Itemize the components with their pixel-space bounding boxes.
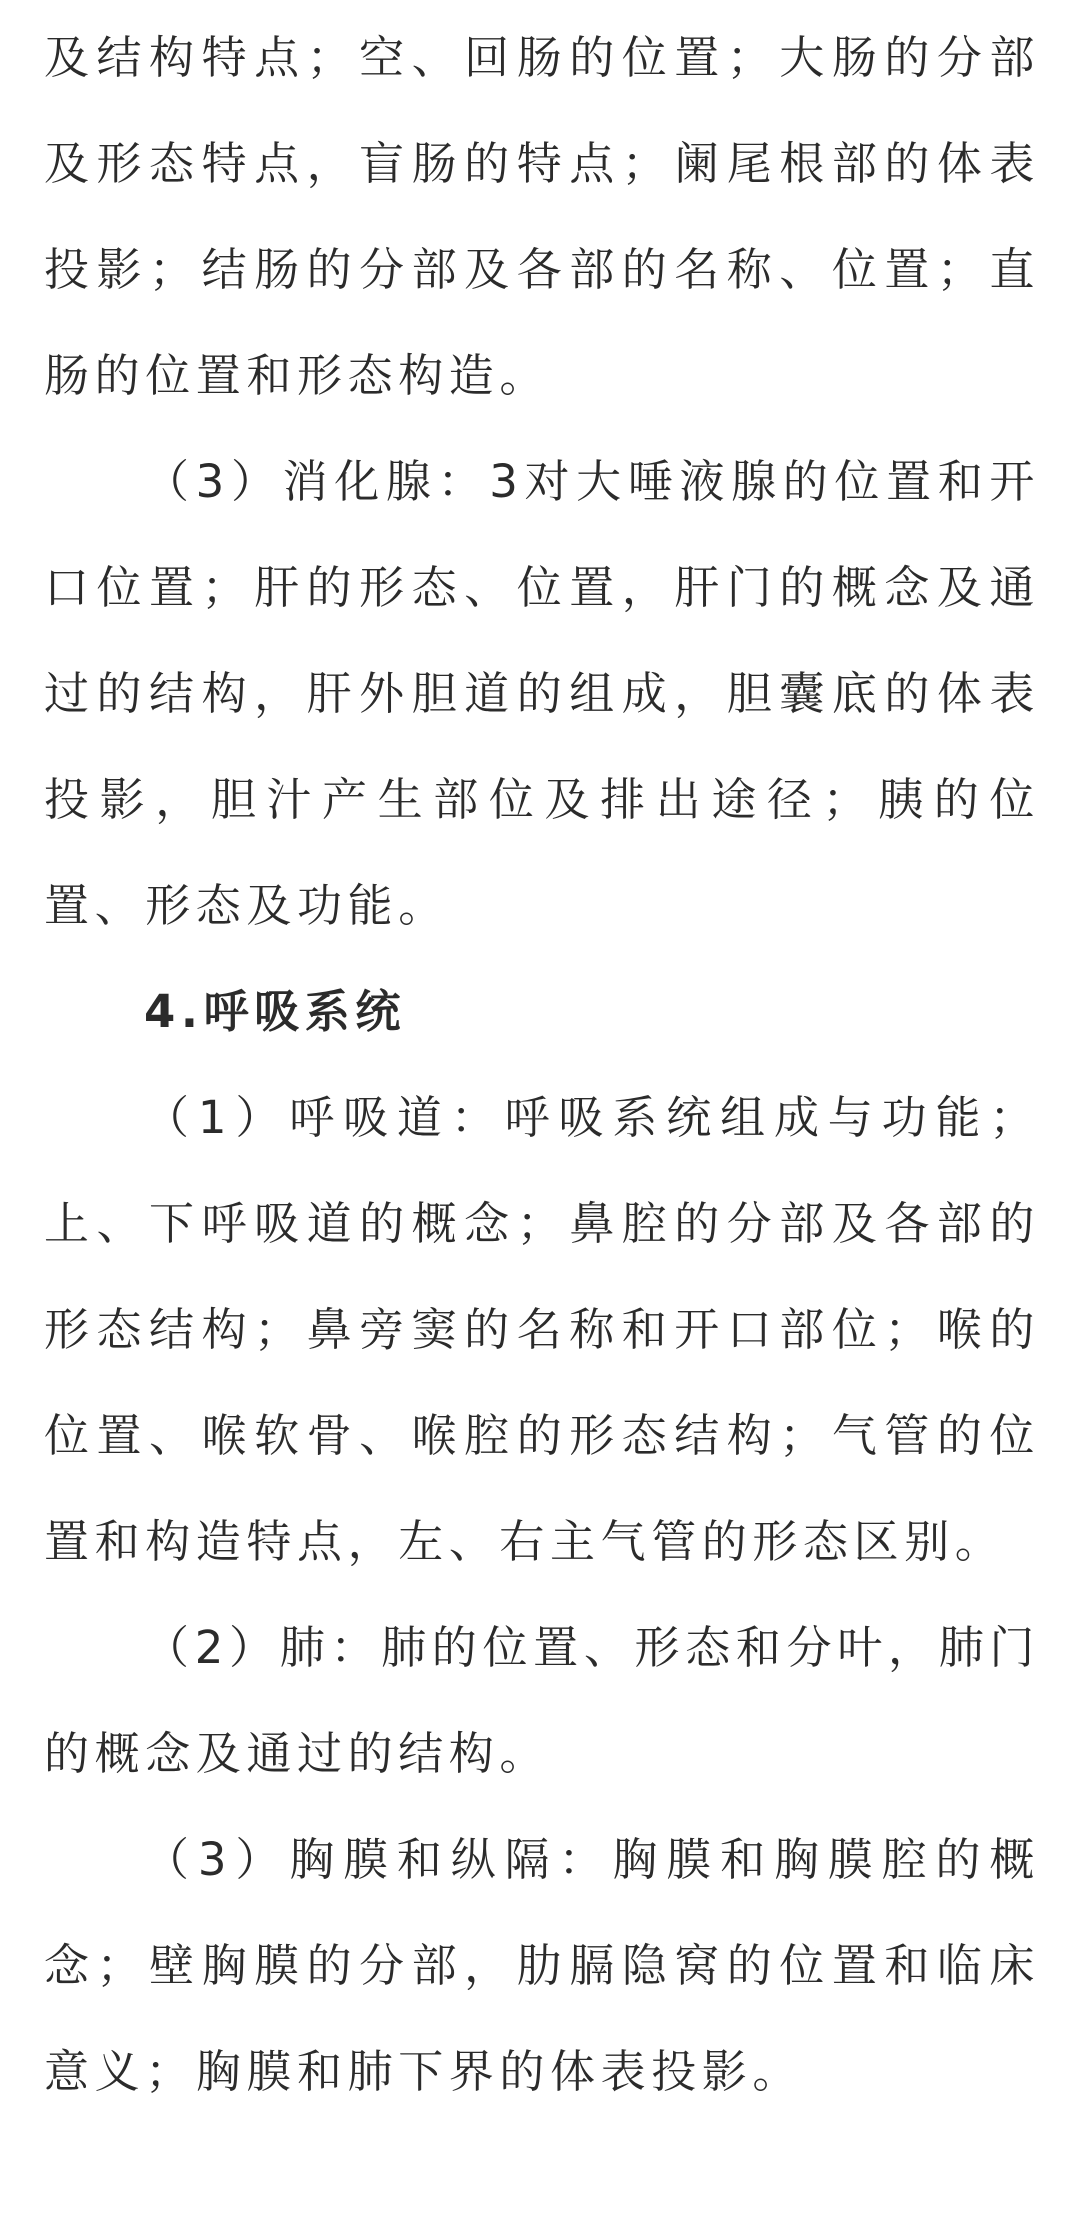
- paragraph-digestive-glands: （3）消化腺：3对大唾液腺的位置和开口位置；肝的形态、位置，肝门的概念及通过的结构，肝外胆道的组成，胆囊底的体表投影，胆汁产生部位及排出途径；胰的位置、形态及功能。: [44, 455, 1040, 932]
- paragraph-respiratory-tract: （1）呼吸道：呼吸系统组成与功能；上、下呼吸道的概念；鼻腔的分部及各部的形态结构；鼻旁窦的名称和开口部位；喉的位置、喉软骨、喉腔的形态结构；气管的位置和构造特点，左、右主气管的形态区别。: [44, 1091, 1040, 1568]
- section-heading-respiratory-system: 4.呼吸系统: [144, 985, 407, 1038]
- paragraph-digestive-tract-cont: 及结构特点；空、回肠的位置；大肠的分部及形态特点，盲肠的特点；阑尾根部的体表投影；结肠的分部及各部的名称、位置；直肠的位置和形态构造。: [44, 31, 1040, 402]
- article-body: [44, 0, 1040, 2125]
- paragraph-lungs: （2）肺：肺的位置、形态和分叶，肺门的概念及通过的结构。: [44, 1621, 1040, 1780]
- paragraph-pleura-mediastinum: （3）胸膜和纵隔：胸膜和胸膜腔的概念；壁胸膜的分部，肋膈隐窝的位置和临床意义；胸膜和肺下界的体表投影。: [44, 1833, 1040, 2098]
